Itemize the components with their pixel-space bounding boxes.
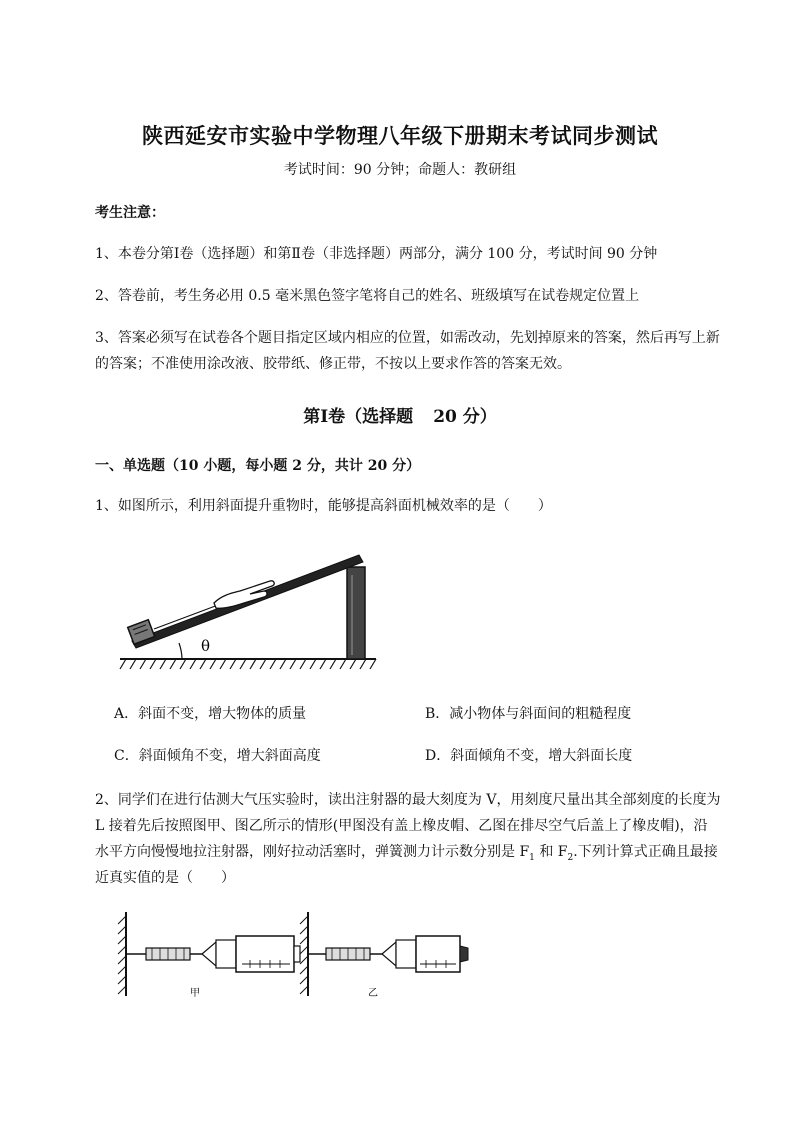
section-title <box>0 402 800 427</box>
notice-item-2: 2、答卷前，考生务必用 0.5 毫米黑色签字笔将自己的姓名、班级填写在试卷规定位置上 <box>95 288 640 304</box>
section-subheading: 一、单选题（10 小题，每小题 2 分，共计 20 分） <box>95 458 421 474</box>
notice-item-3-cont: 的答案；不准使用涂改液、胶带纸、修正带，不按以上要求作答的答案无效。 <box>95 356 571 372</box>
q1-stem: 1、如图所示，利用斜面提升重物时，能够提高斜面机械效率的是（ ） <box>95 498 552 514</box>
page-title: 陕西延安市实验中学物理八年级下册期末考试同步测试 <box>142 123 658 148</box>
q2-line-3: 水平方向慢慢地拉注射器，刚好拉动活塞时，弹簧测力计示数分别是 $F_1$ 和 $F_2$.下列计算式正确且最接 <box>95 844 718 863</box>
notice-heading: 考生注意： <box>95 205 165 221</box>
label-yi: 乙 <box>368 988 378 999</box>
q1-incline-figure <box>118 545 380 675</box>
q1-option-c[interactable]: C．斜面倾角不变，增大斜面高度 <box>114 748 321 764</box>
notice-item-3: 3、答案必须写在试卷各个题目指定区域内相应的位置，如需改动，先划掉原来的答案，然后再写上新 <box>95 330 720 346</box>
label-jia: 甲 <box>190 988 200 999</box>
exam-info: 考试时间：90 分钟；命题人：教研组 <box>283 162 517 178</box>
q2-syringe-figure <box>112 908 474 1000</box>
angle-label: θ <box>201 637 211 655</box>
q1-option-b[interactable]: B．减小物体与斜面间的粗糙程度 <box>425 706 632 722</box>
q2-line-4: 近真实值的是（ ） <box>95 870 235 886</box>
q1-option-a[interactable]: A．斜面不变，增大物体的质量 <box>114 706 307 722</box>
section-title-text: 第Ⅰ卷（选择题 <box>303 407 414 427</box>
q2-line-2: L 接着先后按照图甲、图乙所示的情形(甲图没有盖上橡皮帽、乙图在排尽空气后盖上了橡皮帽)，沿 <box>95 818 708 834</box>
q1-option-d[interactable]: D．斜面倾角不变，增大斜面长度 <box>425 748 633 764</box>
q2-line-1: 2、同学们在进行估测大气压实验时，读出注射器的最大刻度为 V，用刻度尺量出其全部刻度的长度为 <box>95 792 721 808</box>
section-score: 20 分） <box>433 407 497 427</box>
notice-item-1: 1、本卷分第Ⅰ卷（选择题）和第Ⅱ卷（非选择题）两部分，满分 100 分，考试时间 90 分钟 <box>95 246 658 262</box>
